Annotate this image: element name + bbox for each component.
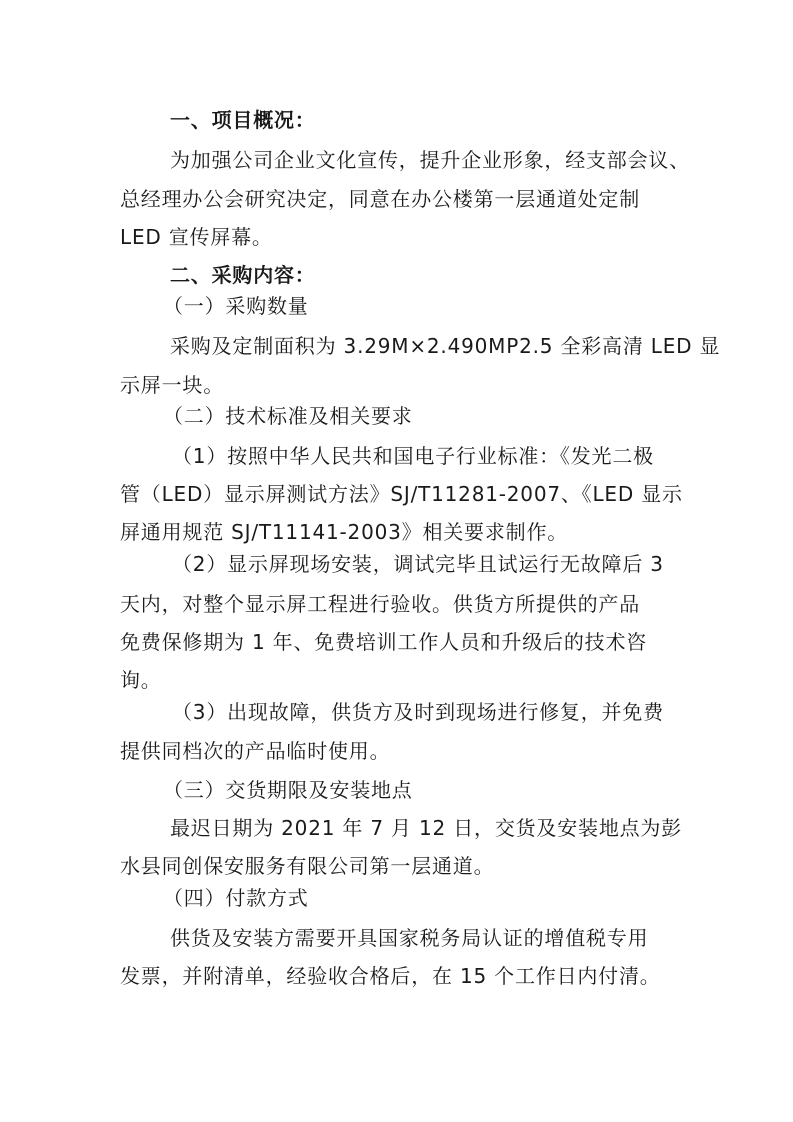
subsection-heading-payment: （四）付款方式	[163, 886, 309, 910]
paragraph-line: 总经理办公会研究决定，同意在办公楼第一层通道处定制	[120, 187, 640, 211]
subsection-heading-delivery: （三）交货期限及安装地点	[163, 778, 413, 802]
section-heading-procurement-content: 二、采购内容：	[170, 263, 316, 287]
section-heading-project-overview: 一、项目概况：	[170, 108, 316, 132]
paragraph-line: 最迟日期为 2021 年 7 月 12 日，交货及安装地点为彭	[170, 816, 683, 840]
paragraph-line: 为加强公司企业文化宣传，提升企业形象，经支部会议、	[170, 148, 690, 172]
paragraph-line: 屏通用规范 SJ/T11141-2003》相关要求制作。	[120, 520, 569, 544]
paragraph-line: （3）出现故障，供货方及时到现场进行修复，并免费	[172, 700, 664, 724]
paragraph-line: 管（LED）显示屏测试方法》SJ/T11281-2007、《LED 显示	[120, 482, 683, 506]
paragraph-line: （2）显示屏现场安装，调试完毕且试运行无故障后 3	[172, 552, 664, 576]
paragraph-line: 采购及定制面积为 3.29M×2.490MP2.5 全彩高清 LED 显	[170, 334, 721, 358]
paragraph-line: 免费保修期为 1 年、免费培训工作人员和升级后的技术咨	[120, 630, 648, 654]
paragraph-line: 示屏一块。	[120, 373, 224, 397]
paragraph-line: 询。	[120, 668, 162, 692]
paragraph-line: 发票，并附清单，经验收合格后，在 15 个工作日内付清。	[120, 964, 661, 988]
subsection-heading-quantity: （一）采购数量	[163, 294, 309, 318]
paragraph-line: LED 宣传屏幕。	[120, 225, 273, 249]
paragraph-line: 供货及安装方需要开具国家税务局认证的增值税专用	[170, 926, 649, 950]
paragraph-line: 天内，对整个显示屏工程进行验收。供货方所提供的产品	[120, 592, 640, 616]
paragraph-line: （1）按照中华人民共和国电子行业标准：《发光二极	[172, 444, 654, 468]
paragraph-line: 提供同档次的产品临时使用。	[120, 739, 391, 763]
paragraph-line: 水县同创保安服务有限公司第一层通道。	[120, 854, 495, 878]
subsection-heading-technical-standards: （二）技术标准及相关要求	[163, 404, 413, 428]
